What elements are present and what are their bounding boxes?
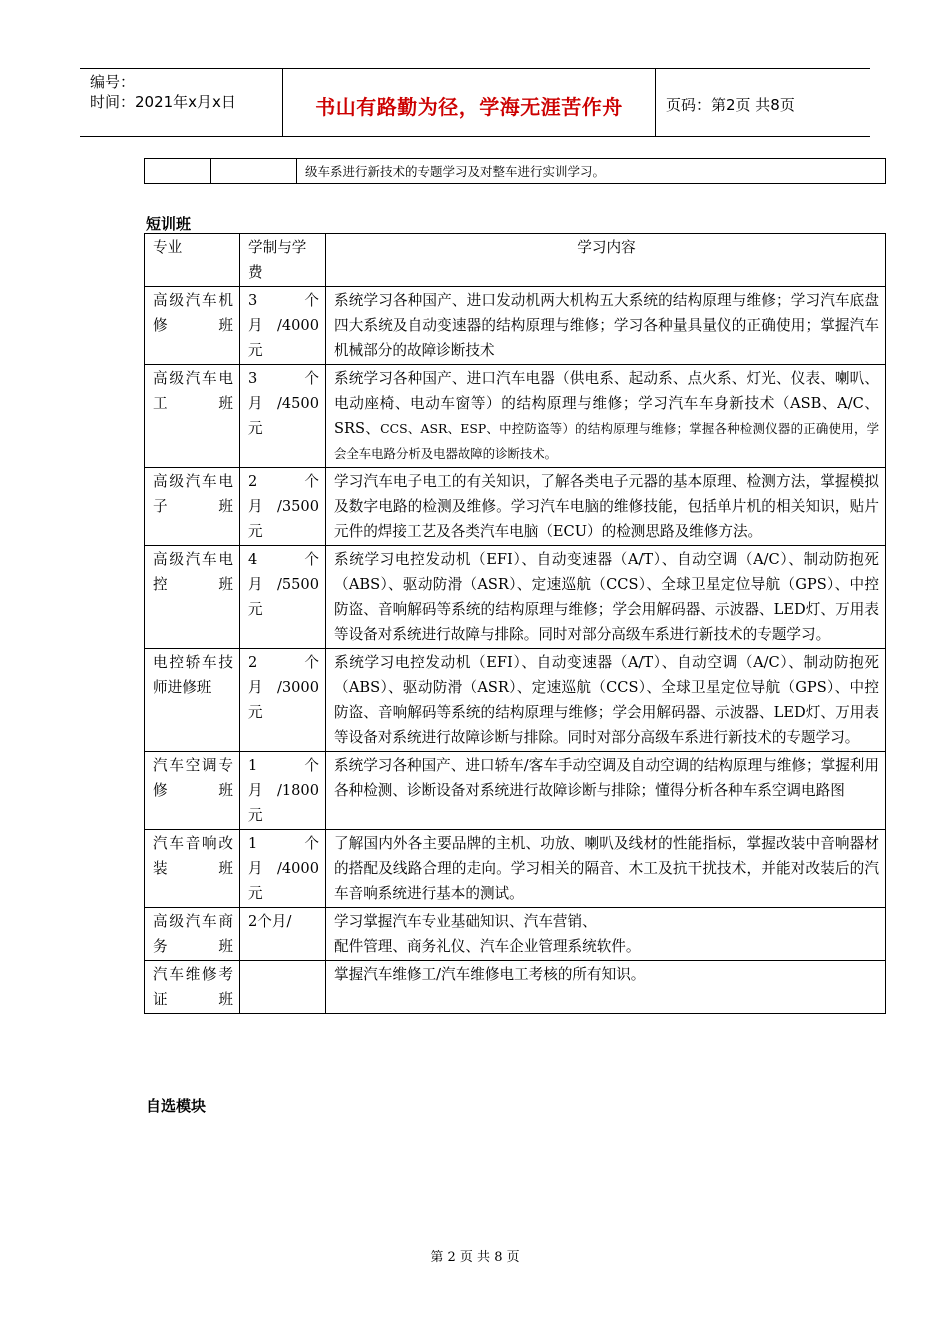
course-content-line: 配件管理、商务礼仪、汽车企业管理系统软件。 xyxy=(334,938,641,955)
course-major: 高级汽车电控班 xyxy=(145,546,240,649)
header-number: 编号： xyxy=(90,73,136,91)
course-major: 汽车维修考证班 xyxy=(145,961,240,1014)
page-footer: 第 2 页 共 8 页 xyxy=(430,1250,520,1265)
header-content: 学习内容 xyxy=(326,234,886,287)
table-row xyxy=(145,287,886,365)
course-major: 高级汽车机修班 xyxy=(145,287,240,365)
header-duration: 学制与学费 xyxy=(240,234,326,287)
course-duration: 2个月/ xyxy=(240,908,326,961)
page-header xyxy=(80,68,870,137)
header-page-number: 页码：第2页 共8页 xyxy=(666,96,795,114)
table-row xyxy=(145,908,886,961)
course-major: 汽车空调专修班 xyxy=(145,752,240,830)
short-course-table xyxy=(144,233,886,1014)
course-major: 高级汽车商务班 xyxy=(145,908,240,961)
course-content: 学习汽车电子电工的有关知识，了解各类电子元器的基本原理、检测方法，掌握模拟及数字电路的检测及维修。学习汽车电脑的维修技能，包括单片机的相关知识，贴片元件的焊接工艺及各类汽车电脑（ECU）的检测思路及维修方法。 xyxy=(326,468,886,546)
section-title-short-course: 短训班 xyxy=(146,215,192,233)
course-duration: 1个月/4000元 xyxy=(240,830,326,908)
header-info-cell xyxy=(80,69,283,136)
course-content-small: CCS、ASR、ESP、中控防盗等）的结构原理与维修；掌握各种检测仪器的正确使用，学会全车电路分析及电器故障的诊断技术。 xyxy=(334,421,880,461)
course-major: 汽车音响改装班 xyxy=(145,830,240,908)
table-row xyxy=(145,649,886,752)
table-row xyxy=(145,752,886,830)
table-row xyxy=(145,468,886,546)
table-row xyxy=(145,365,886,468)
course-content xyxy=(326,908,886,961)
header-motto: 书山有路勤为径，学海无涯苦作舟 xyxy=(315,95,623,119)
course-major: 高级汽车电子班 xyxy=(145,468,240,546)
continuation-empty-cell xyxy=(211,159,297,184)
header-major: 专业 xyxy=(145,234,240,287)
course-content: 系统学习各种国产、进口轿车/客车手动空调及自动空调的结构原理与维修；掌握利用各种检测、诊断设备对系统进行故障诊断与排除；懂得分析各种车系空调电路图 xyxy=(326,752,886,830)
course-content xyxy=(326,365,886,468)
course-content: 系统学习各种国产、进口发动机两大机构五大系统的结构原理与维修；学习汽车底盘四大系统及自动变速器的结构原理与维修；学习各种量具量仪的正确使用；掌握汽车机械部分的故障诊断技术 xyxy=(326,287,886,365)
continuation-empty-cell xyxy=(145,159,211,184)
course-duration xyxy=(240,961,326,1014)
header-time: 时间：2021年x月x日 xyxy=(90,93,236,111)
table-row xyxy=(145,830,886,908)
course-duration: 4个月/5500元 xyxy=(240,546,326,649)
header-page-cell xyxy=(656,69,870,136)
course-duration: 3个月/4000元 xyxy=(240,287,326,365)
course-duration: 1个月/1800元 xyxy=(240,752,326,830)
course-content-main: 系统学习各种国产、进口汽车电器（供电系、起动系、点火系、灯光、仪表、喇叭、电动座椅、电动车窗等）的结构原理与维修；学习汽车车身新技术（ASB、A/C、SRS、 xyxy=(334,370,879,437)
course-duration: 2个月/3500元 xyxy=(240,468,326,546)
table-header-row xyxy=(145,234,886,287)
course-content: 了解国内外各主要品牌的主机、功放、喇叭及线材的性能指标，掌握改装中音响器材的搭配及线路合理的走向。学习相关的隔音、木工及抗干扰技术，并能对改装后的汽车音响系统进行基本的测试。 xyxy=(326,830,886,908)
course-duration: 3个月/4500元 xyxy=(240,365,326,468)
continuation-table xyxy=(144,158,886,184)
table-row xyxy=(145,159,886,184)
section-title-optional-module: 自选模块 xyxy=(146,1097,207,1115)
course-duration: 2个月/3000元 xyxy=(240,649,326,752)
header-motto-cell xyxy=(283,69,656,136)
continuation-content: 级车系进行新技术的专题学习及对整车进行实训学习。 xyxy=(297,159,886,184)
course-content: 系统学习电控发动机（EFI）、自动变速器（A/T）、自动空调（A/C）、制动防抱死（ABS）、驱动防滑（ASR）、定速巡航（CCS）、全球卫星定位导航（GPS）、中控防盗、音响解码等系统的结构原理与维修；学会用解码器、示波器、LED灯、万用表等设备对系统进行故障诊断与排除。同时对部分高级车系进行新技术的专题学习。 xyxy=(326,649,886,752)
course-content-line: 学习掌握汽车专业基础知识、汽车营销、 xyxy=(334,913,597,930)
course-content: 系统学习电控发动机（EFI）、自动变速器（A/T）、自动空调（A/C）、制动防抱死（ABS）、驱动防滑（ASR）、定速巡航（CCS）、全球卫星定位导航（GPS）、中控防盗、音响解码等系统的结构原理与维修；学会用解码器、示波器、LED灯、万用表等设备对系统进行故障与排除。同时对部分高级车系进行新技术的专题学习。 xyxy=(326,546,886,649)
table-row xyxy=(145,546,886,649)
table-row xyxy=(145,961,886,1014)
course-major: 电控轿车技师进修班 xyxy=(145,649,240,752)
course-major: 高级汽车电工班 xyxy=(145,365,240,468)
course-content: 掌握汽车维修工/汽车维修电工考核的所有知识。 xyxy=(326,961,886,1014)
